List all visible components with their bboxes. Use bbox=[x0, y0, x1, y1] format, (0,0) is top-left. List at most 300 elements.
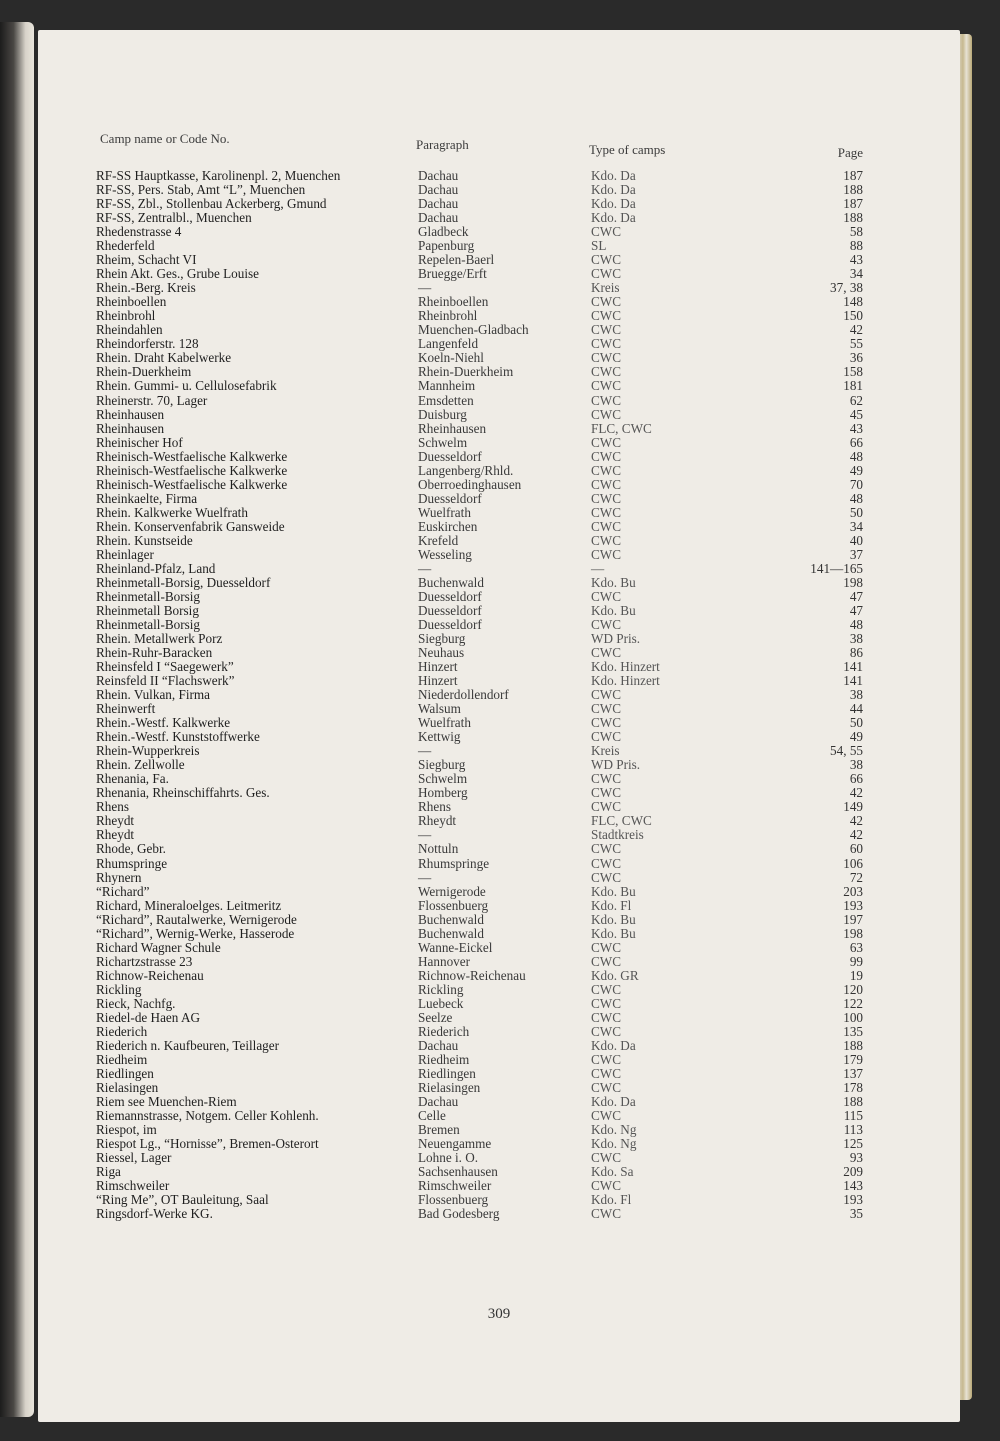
page-ref-cell: 150 bbox=[843, 308, 863, 324]
camp-name-cell: Riga bbox=[96, 1164, 121, 1180]
page-ref-cell: 60 bbox=[849, 841, 863, 857]
camp-type-cell: CWC bbox=[591, 252, 622, 268]
page-ref-cell: 47 bbox=[849, 602, 863, 618]
table-row bbox=[38, 422, 960, 436]
camp-type-cell: Kdo. Ng bbox=[591, 1122, 637, 1137]
table-row bbox=[38, 702, 960, 716]
camp-type-cell: CWC bbox=[591, 995, 622, 1011]
page-ref-cell: 115 bbox=[843, 1108, 863, 1123]
camp-type-cell: Kdo. Da bbox=[591, 210, 636, 226]
camp-type-cell: FLC, CWC bbox=[591, 420, 652, 436]
camp-name-cell: Rhenania, Fa. bbox=[96, 771, 169, 787]
table-row bbox=[38, 365, 960, 379]
page-ref-cell: 141 bbox=[843, 659, 863, 674]
paragraph-cell: Riedheim bbox=[418, 1051, 470, 1067]
table-row bbox=[38, 436, 960, 450]
camp-name-cell: Riedel-de Haen AG bbox=[96, 1009, 200, 1025]
paragraph-cell: Duesseldorf bbox=[418, 490, 482, 506]
page-ref-cell: 38 bbox=[849, 687, 863, 703]
page-ref-cell: 35 bbox=[849, 1206, 863, 1222]
paragraph-cell: Bruegge/Erft bbox=[418, 266, 487, 282]
camp-name-cell: Rheinbrohl bbox=[96, 308, 156, 324]
table-row bbox=[38, 716, 960, 730]
camp-name-cell: Riemannstrasse, Notgem. Celler Kohlenh. bbox=[96, 1108, 319, 1123]
page-ref-cell: 88 bbox=[849, 238, 863, 254]
camp-type-cell: CWC bbox=[591, 645, 622, 660]
paragraph-cell: Bad Godesberg bbox=[418, 1206, 500, 1222]
paragraph-cell: Sachsenhausen bbox=[418, 1164, 498, 1180]
camp-name-cell: Rheinwerft bbox=[96, 701, 156, 717]
paragraph-cell: Richnow-Reichenau bbox=[418, 967, 526, 983]
camp-type-cell: Kdo. Da bbox=[591, 1037, 636, 1053]
page-ref-cell: 37 bbox=[849, 546, 863, 562]
camp-type-cell: CWC bbox=[591, 687, 622, 703]
camp-name-cell: Rhumspringe bbox=[96, 855, 168, 871]
camp-name-cell: Rhein. Metallwerk Porz bbox=[96, 631, 223, 646]
table-row bbox=[38, 225, 960, 239]
paragraph-cell: Riederich bbox=[418, 1023, 470, 1039]
paragraph-cell: Lohne i. O. bbox=[418, 1150, 479, 1166]
paragraph-cell: Rheinhausen bbox=[418, 420, 487, 436]
table-row bbox=[38, 1109, 960, 1123]
camp-type-cell: CWC bbox=[591, 715, 622, 731]
camp-name-cell: Rheinmetall-Borsig bbox=[96, 617, 201, 632]
camp-type-cell: Kdo. Sa bbox=[591, 1164, 634, 1180]
table-row bbox=[38, 281, 960, 295]
paragraph-cell: Hinzert bbox=[418, 673, 458, 689]
paragraph-cell: Wesseling bbox=[418, 546, 472, 562]
camp-type-cell: CWC bbox=[591, 336, 622, 352]
paragraph-cell: Buchenwald bbox=[418, 925, 484, 941]
table-row bbox=[38, 169, 960, 183]
page-ref-cell: 158 bbox=[843, 364, 863, 380]
camp-name-cell: Rhein. Konservenfabrik Gansweide bbox=[96, 518, 285, 534]
camp-type-cell: CWC bbox=[591, 532, 622, 548]
camp-type-cell: Kdo. Ng bbox=[591, 1136, 637, 1152]
header-camp-name: Camp name or Code No. bbox=[100, 131, 230, 146]
paragraph-cell: Kettwig bbox=[418, 729, 461, 745]
paragraph-cell: Rielasingen bbox=[418, 1079, 481, 1095]
table-row bbox=[38, 506, 960, 520]
camp-type-cell: Kdo. Fl bbox=[591, 1192, 632, 1208]
page-ref-cell: 44 bbox=[849, 701, 863, 717]
table-row bbox=[38, 899, 960, 913]
page-ref-cell: 179 bbox=[843, 1051, 863, 1067]
paragraph-cell: Duisburg bbox=[418, 406, 467, 422]
table-row bbox=[38, 913, 960, 927]
table-row bbox=[38, 450, 960, 464]
paragraph-cell: Rimschweiler bbox=[418, 1178, 492, 1194]
camp-type-cell: Kdo. Da bbox=[591, 1094, 636, 1109]
table-row bbox=[38, 183, 960, 197]
paragraph-cell: Dachau bbox=[418, 1094, 459, 1109]
paragraph-cell: Buchenwald bbox=[418, 911, 484, 927]
paragraph-cell: — bbox=[418, 869, 432, 885]
camp-name-cell: Rimschweiler bbox=[96, 1178, 170, 1194]
page-ref-cell: 72 bbox=[849, 869, 863, 885]
camp-name-cell: Riespot Lg., “Hornisse”, Bremen-Osterort bbox=[96, 1136, 319, 1152]
paragraph-cell: Langenberg/Rhld. bbox=[418, 462, 514, 478]
paragraph-cell: Wanne-Eickel bbox=[418, 939, 493, 955]
page-ref-cell: 137 bbox=[843, 1065, 863, 1081]
table-row bbox=[38, 941, 960, 955]
page-ref-cell: 106 bbox=[843, 855, 863, 871]
page-ref-cell: 181 bbox=[843, 378, 863, 394]
table-row bbox=[38, 1165, 960, 1179]
paragraph-cell: Bremen bbox=[418, 1122, 460, 1137]
camp-type-cell: CWC bbox=[591, 981, 622, 997]
paragraph-cell: Wernigerode bbox=[418, 883, 486, 899]
table-row bbox=[38, 562, 960, 576]
paragraph-cell: Dachau bbox=[418, 1037, 459, 1053]
paragraph-cell: Hannover bbox=[418, 953, 470, 969]
table-row bbox=[38, 688, 960, 702]
paragraph-cell: Rickling bbox=[418, 981, 464, 997]
paragraph-cell: Duesseldorf bbox=[418, 588, 482, 604]
table-row bbox=[38, 478, 960, 492]
paragraph-cell: Euskirchen bbox=[418, 518, 478, 534]
camp-type-cell: CWC bbox=[591, 294, 622, 310]
paragraph-cell: Langenfeld bbox=[418, 336, 479, 352]
camp-type-cell: CWC bbox=[591, 1108, 622, 1123]
page-ref-cell: 100 bbox=[843, 1009, 863, 1025]
table-row bbox=[38, 576, 960, 590]
table-row bbox=[38, 618, 960, 632]
camp-type-cell: CWC bbox=[591, 841, 622, 857]
camp-name-cell: Rheinisch-Westfaelische Kalkwerke bbox=[96, 462, 288, 478]
page-number: 309 bbox=[487, 1306, 511, 1322]
paragraph-cell: Dachau bbox=[418, 196, 459, 212]
paragraph-cell: Rhens bbox=[418, 799, 451, 815]
page-ref-cell: 43 bbox=[849, 420, 863, 436]
camp-type-cell: CWC bbox=[591, 1079, 622, 1095]
camp-name-cell: “Richard”, Rautalwerke, Wernigerode bbox=[96, 911, 297, 927]
table-row bbox=[38, 253, 960, 267]
index-table bbox=[38, 30, 960, 1422]
camp-name-cell: Riederich n. Kaufbeuren, Teillager bbox=[96, 1037, 280, 1053]
paragraph-cell: Rheinbrohl bbox=[418, 308, 478, 324]
camp-type-cell: CWC bbox=[591, 799, 622, 815]
camp-name-cell: Riedheim bbox=[96, 1051, 148, 1067]
camp-name-cell: Rheinischer Hof bbox=[96, 434, 183, 450]
table-row bbox=[38, 1011, 960, 1025]
table-row bbox=[38, 1123, 960, 1137]
camp-name-cell: RF-SS, Pers. Stab, Amt “L”, Muenchen bbox=[96, 182, 306, 197]
camp-type-cell: Kdo. Da bbox=[591, 196, 636, 212]
table-row bbox=[38, 1193, 960, 1207]
page-ref-cell: 187 bbox=[843, 196, 863, 212]
camp-type-cell: CWC bbox=[591, 1023, 622, 1039]
paragraph-cell: Schwelm bbox=[418, 771, 468, 787]
page-ref-cell: 19 bbox=[849, 967, 863, 983]
camp-type-cell: CWC bbox=[591, 490, 622, 506]
paragraph-cell: Duesseldorf bbox=[418, 448, 482, 464]
camp-type-cell: Kdo. Da bbox=[591, 182, 636, 197]
camp-name-cell: “Ring Me”, OT Bauleitung, Saal bbox=[96, 1192, 269, 1208]
page-ref-cell: 50 bbox=[849, 504, 863, 520]
camp-type-cell: CWC bbox=[591, 1150, 622, 1166]
paragraph-cell: — bbox=[418, 827, 432, 843]
camp-name-cell: Rhenania, Rheinschiffahrts. Ges. bbox=[96, 785, 270, 801]
paragraph-cell: Papenburg bbox=[418, 238, 475, 254]
page-ref-cell: 49 bbox=[849, 462, 863, 478]
table-row bbox=[38, 604, 960, 618]
table-row bbox=[38, 927, 960, 941]
page-ref-cell: 43 bbox=[849, 252, 863, 268]
page-ref-cell: 58 bbox=[849, 224, 863, 240]
table-row bbox=[38, 267, 960, 281]
camp-name-cell: Rheydt bbox=[96, 827, 135, 843]
paragraph-cell: Dachau bbox=[418, 168, 459, 183]
camp-name-cell: Rheinisch-Westfaelische Kalkwerke bbox=[96, 476, 288, 492]
camp-name-cell: Riedlingen bbox=[96, 1065, 154, 1081]
page-ref-cell: 135 bbox=[843, 1023, 863, 1039]
header-type: Type of camps bbox=[589, 142, 666, 157]
camp-type-cell: Kdo. Da bbox=[591, 168, 636, 183]
page-ref-cell: 40 bbox=[849, 532, 863, 548]
page-ref-cell: 187 bbox=[843, 168, 863, 183]
paragraph-cell: Repelen-Baerl bbox=[418, 252, 495, 268]
page-ref-cell: 42 bbox=[849, 827, 863, 843]
page-ref-cell: 38 bbox=[849, 631, 863, 646]
page-edges bbox=[958, 34, 972, 1400]
camp-type-cell: CWC bbox=[591, 266, 622, 282]
page-ref-cell: 193 bbox=[843, 1192, 863, 1208]
page-ref-cell: 62 bbox=[849, 392, 863, 408]
camp-type-cell: — bbox=[591, 560, 605, 576]
table-row bbox=[38, 983, 960, 997]
paragraph-cell: Neuengamme bbox=[418, 1136, 492, 1152]
page-ref-cell: 188 bbox=[843, 210, 863, 226]
camp-name-cell: Rheinsfeld I “Saegewerk” bbox=[96, 659, 234, 674]
paragraph-cell: Wuelfrath bbox=[418, 504, 471, 520]
camp-name-cell: Rheinboellen bbox=[96, 294, 167, 310]
camp-type-cell: WD Pris. bbox=[591, 631, 641, 646]
paragraph-cell: Luebeck bbox=[418, 995, 464, 1011]
camp-type-cell: CWC bbox=[591, 701, 622, 717]
camp-type-cell: Kdo. GR bbox=[591, 967, 639, 983]
paragraph-cell: — bbox=[418, 743, 432, 759]
page-ref-cell: 34 bbox=[849, 266, 863, 282]
table-row bbox=[38, 1207, 960, 1221]
page-ref-cell: 197 bbox=[843, 911, 863, 927]
table-row bbox=[38, 842, 960, 856]
table-row bbox=[38, 772, 960, 786]
page-ref-cell: 63 bbox=[849, 939, 863, 955]
paragraph-cell: Rhumspringe bbox=[418, 855, 490, 871]
camp-name-cell: Rheinkaelte, Firma bbox=[96, 490, 198, 506]
page-ref-cell: 48 bbox=[849, 490, 863, 506]
table-row bbox=[38, 1053, 960, 1067]
camp-type-cell: Kdo. Hinzert bbox=[591, 673, 660, 689]
page-ref-cell: 93 bbox=[849, 1150, 863, 1166]
camp-name-cell: Richard Wagner Schule bbox=[96, 939, 221, 955]
page-ref-cell: 55 bbox=[849, 336, 863, 352]
camp-name-cell: Rhedenstrasse 4 bbox=[96, 224, 182, 240]
table-row bbox=[38, 632, 960, 646]
paragraph-cell: Rheinboellen bbox=[418, 294, 489, 310]
camp-name-cell: “Richard” bbox=[96, 883, 150, 899]
table-row bbox=[38, 828, 960, 842]
camp-name-cell: Rhein. Gummi- u. Cellulosefabrik bbox=[96, 378, 277, 394]
camp-name-cell: Rhein. Zellwolle bbox=[96, 757, 185, 773]
camp-name-cell: Reinsfeld II “Flachswerk” bbox=[96, 673, 235, 689]
page-ref-cell: 141 bbox=[843, 673, 863, 689]
camp-type-cell: CWC bbox=[591, 953, 622, 969]
paragraph-cell: Duesseldorf bbox=[418, 602, 482, 618]
camp-type-cell: CWC bbox=[591, 476, 622, 492]
camp-name-cell: Rhein-Ruhr-Baracken bbox=[96, 645, 213, 660]
camp-type-cell: CWC bbox=[591, 378, 622, 394]
camp-name-cell: Rhein.-Berg. Kreis bbox=[96, 280, 196, 296]
paragraph-cell: Dachau bbox=[418, 210, 459, 226]
camp-type-cell: CWC bbox=[591, 406, 622, 422]
page-ref-cell: 198 bbox=[843, 574, 863, 590]
camp-name-cell: Rhein-Duerkheim bbox=[96, 364, 192, 380]
table-row bbox=[38, 211, 960, 225]
camp-type-cell: Kdo. Hinzert bbox=[591, 659, 660, 674]
paragraph-cell: Rhein-Duerkheim bbox=[418, 364, 514, 380]
page-ref-cell: 209 bbox=[843, 1164, 863, 1180]
header-paragraph: Paragraph bbox=[416, 137, 469, 152]
camp-type-cell: CWC bbox=[591, 546, 622, 562]
camp-name-cell: Rheinland-Pfalz, Land bbox=[96, 560, 216, 576]
camp-type-cell: WD Pris. bbox=[591, 757, 641, 773]
table-row bbox=[38, 814, 960, 828]
paragraph-cell: Schwelm bbox=[418, 434, 468, 450]
page-ref-cell: 36 bbox=[849, 350, 863, 366]
paragraph-cell: — bbox=[418, 280, 432, 296]
table-row bbox=[38, 674, 960, 688]
camp-type-cell: CWC bbox=[591, 308, 622, 324]
camp-name-cell: Rickling bbox=[96, 981, 142, 997]
camp-name-cell: Rheinerstr. 70, Lager bbox=[96, 392, 208, 408]
camp-type-cell: CWC bbox=[591, 224, 622, 240]
camp-name-cell: “Richard”, Wernig-Werke, Hasserode bbox=[96, 925, 295, 941]
camp-type-cell: Kdo. Bu bbox=[591, 925, 636, 941]
page-ref-cell: 149 bbox=[843, 799, 863, 815]
camp-name-cell: Rielasingen bbox=[96, 1079, 159, 1095]
page-ref-cell: 42 bbox=[849, 785, 863, 801]
paragraph-cell: Homberg bbox=[418, 785, 468, 801]
page-ref-cell: 66 bbox=[849, 434, 863, 450]
table-row bbox=[38, 1095, 960, 1109]
page-ref-cell: 48 bbox=[849, 448, 863, 464]
page-ref-cell: 70 bbox=[849, 476, 863, 492]
page-ref-cell: 34 bbox=[849, 518, 863, 534]
camp-name-cell: Rheinisch-Westfaelische Kalkwerke bbox=[96, 448, 288, 464]
page-ref-cell: 148 bbox=[843, 294, 863, 310]
camp-name-cell: Rhein. Vulkan, Firma bbox=[96, 687, 210, 703]
page-ref-cell: 113 bbox=[843, 1122, 863, 1137]
camp-name-cell: Rheinhausen bbox=[96, 406, 165, 422]
camp-name-cell: Rhein. Kalkwerke Wuelfrath bbox=[96, 504, 248, 520]
camp-type-cell: CWC bbox=[591, 785, 622, 801]
camp-type-cell: Stadtkreis bbox=[591, 827, 644, 843]
table-row bbox=[38, 1179, 960, 1193]
camp-type-cell: CWC bbox=[591, 588, 622, 604]
paragraph-cell: Seelze bbox=[418, 1009, 453, 1025]
paragraph-cell: Gladbeck bbox=[418, 224, 469, 240]
page-ref-cell: 47 bbox=[849, 588, 863, 604]
camp-name-cell: Rheinmetall-Borsig, Duesseldorf bbox=[96, 574, 271, 590]
table-row bbox=[38, 758, 960, 772]
table-row bbox=[38, 295, 960, 309]
table-row bbox=[38, 1081, 960, 1095]
camp-type-cell: CWC bbox=[591, 1178, 622, 1194]
table-row bbox=[38, 239, 960, 253]
camp-name-cell: Rheim, Schacht VI bbox=[96, 252, 197, 268]
camp-name-cell: Riessel, Lager bbox=[96, 1150, 172, 1166]
table-row bbox=[38, 969, 960, 983]
table-row bbox=[38, 1067, 960, 1081]
table-row bbox=[38, 534, 960, 548]
paragraph-cell: — bbox=[418, 560, 432, 576]
page-ref-cell: 193 bbox=[843, 897, 863, 913]
paragraph-cell: Flossenbuerg bbox=[418, 1192, 489, 1208]
camp-name-cell: Rheinmetall Borsig bbox=[96, 602, 199, 618]
camp-name-cell: Richnow-Reichenau bbox=[96, 967, 204, 983]
table-row bbox=[38, 646, 960, 660]
camp-name-cell: RF-SS, Zbl., Stollenbau Ackerberg, Gmund bbox=[96, 196, 327, 212]
table-row bbox=[38, 1137, 960, 1151]
paragraph-cell: Nottuln bbox=[418, 841, 459, 857]
camp-name-cell: Riem see Muenchen-Riem bbox=[96, 1094, 237, 1109]
camp-type-cell: CWC bbox=[591, 504, 622, 520]
camp-type-cell: CWC bbox=[591, 1009, 622, 1025]
paragraph-cell: Duesseldorf bbox=[418, 617, 482, 632]
camp-type-cell: CWC bbox=[591, 771, 622, 787]
camp-type-cell: CWC bbox=[591, 350, 622, 366]
page-ref-cell: 38 bbox=[849, 757, 863, 773]
camp-type-cell: CWC bbox=[591, 1065, 622, 1081]
page-ref-cell: 143 bbox=[843, 1178, 863, 1194]
paragraph-cell: Emsdetten bbox=[418, 392, 474, 408]
paragraph-cell: Muenchen-Gladbach bbox=[418, 322, 529, 338]
camp-type-cell: CWC bbox=[591, 1206, 622, 1222]
page-ref-cell: 45 bbox=[849, 406, 863, 422]
camp-type-cell: Kdo. Bu bbox=[591, 574, 636, 590]
camp-type-cell: CWC bbox=[591, 364, 622, 380]
paragraph-cell: Mannheim bbox=[418, 378, 476, 394]
camp-name-cell: Rhein-Wupperkreis bbox=[96, 743, 200, 759]
table-row bbox=[38, 800, 960, 814]
document-page bbox=[38, 30, 960, 1422]
camp-name-cell: Rheydt bbox=[96, 813, 135, 829]
page-ref-cell: 125 bbox=[843, 1136, 863, 1152]
table-row bbox=[38, 1025, 960, 1039]
table-row bbox=[38, 744, 960, 758]
table-row bbox=[38, 997, 960, 1011]
page-ref-cell: 120 bbox=[843, 981, 863, 997]
paragraph-cell: Celle bbox=[418, 1108, 446, 1123]
table-row bbox=[38, 520, 960, 534]
camp-name-cell: Rieck, Nachfg. bbox=[96, 995, 176, 1011]
paragraph-cell: Siegburg bbox=[418, 757, 466, 773]
table-row bbox=[38, 197, 960, 211]
paragraph-cell: Krefeld bbox=[418, 532, 459, 548]
camp-type-cell: Kdo. Bu bbox=[591, 602, 636, 618]
table-row bbox=[38, 1039, 960, 1053]
camp-type-cell: CWC bbox=[591, 939, 622, 955]
table-row bbox=[38, 1151, 960, 1165]
camp-name-cell: Rhein. Draht Kabelwerke bbox=[96, 350, 232, 366]
table-row bbox=[38, 885, 960, 899]
table-row bbox=[38, 660, 960, 674]
camp-type-cell: CWC bbox=[591, 434, 622, 450]
table-row bbox=[38, 408, 960, 422]
camp-name-cell: Rheindahlen bbox=[96, 322, 163, 338]
